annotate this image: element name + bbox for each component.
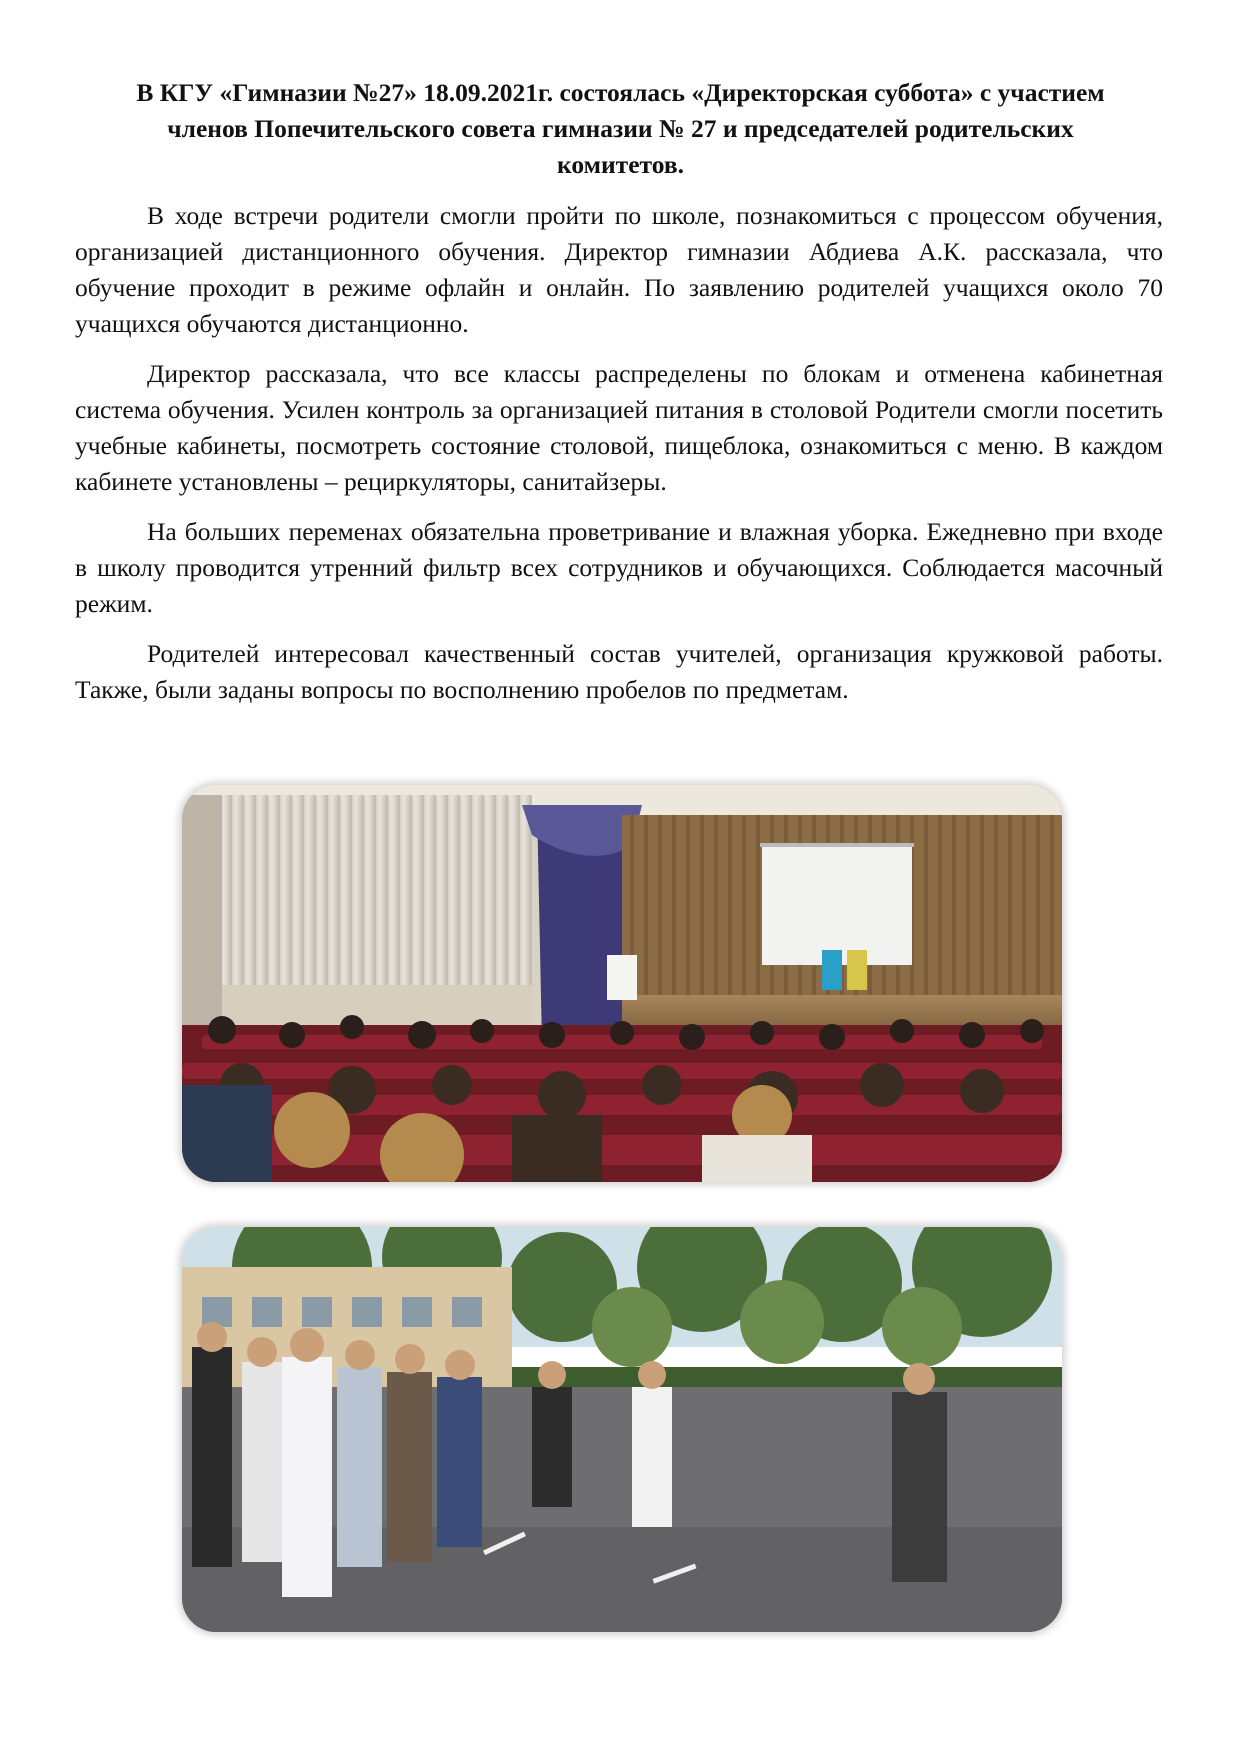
paragraph-1: В ходе встречи родители смогли пройти по школе, познакомиться с процессом обучения, организацией дистанционного обучения. Директор гимназии Абдиева А.К. рассказала, что обучение проходит в режиме офлайн и онлайн. По заявлению родителей учащихся около 70 учащихся обучаются дистанционно. xyxy=(75,201,1163,338)
paragraph-4: Родителей интересовал качественный состав учителей, организация кружковой работы. Также, были заданы вопросы по восполнению пробелов по предметам. xyxy=(75,639,1163,704)
assembly-hall-photo xyxy=(182,785,1062,1182)
schoolyard-photo xyxy=(182,1227,1062,1632)
paragraph-3: На больших переменах обязательна проветривание и влажная уборка. Ежедневно при входе в школу проводится утренний фильтр всех сотрудников и обучающихся. Соблюдается масочный режим. xyxy=(75,517,1163,618)
document-title: В КГУ «Гимназии №27» 18.09.2021г. состоялась «Директорская суббота» с участием членов Попечительского совета гимназии № 27 и председателей родительских комитетов. xyxy=(136,78,1105,179)
paragraph-2: Директор рассказала, что все классы распределены по блокам и отменена кабинетная система обучения. Усилен контроль за организацией питания в столовой Родители смогли посетить учебные кабинеты, посмотреть состояние столовой, пищеблока, ознакомиться с меню. В каждом кабинете установлены – рециркуляторы, санитайзеры. xyxy=(75,359,1163,496)
document-body xyxy=(75,198,1163,722)
